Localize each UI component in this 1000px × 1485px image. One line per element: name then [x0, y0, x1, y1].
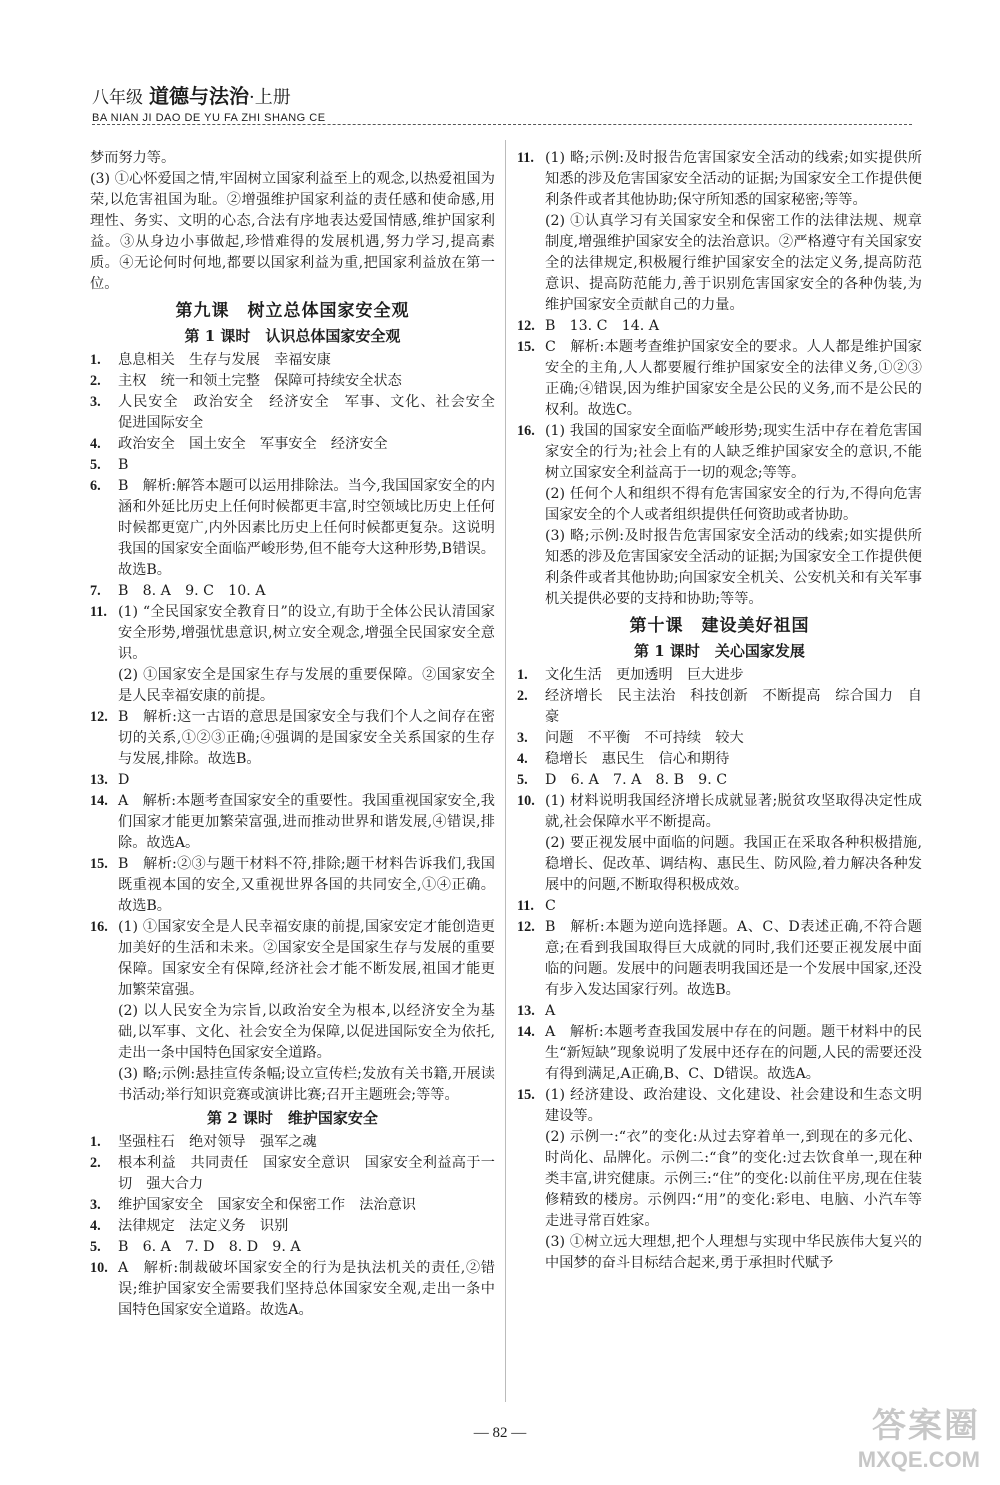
subject-label: 道德与法治 [149, 84, 249, 108]
question-number: 15. [517, 1087, 535, 1103]
answer-item [517, 316, 922, 337]
answer-item [517, 421, 922, 484]
answer-text: C 解析:本题考查维护国家安全的要求。人人都是维护国家安全的主角,人人都要履行维护国家安全的法律义务,①②③正确;④错误,因为维护国家安全是公民的义务,而不是公民的权利。故选C。 [545, 339, 922, 418]
answer-subpart: (2) ①认真学习有关国家安全和保密工作的法律法规、规章制度,增强维护国家安全的法治意识。②严格遵守有关国家安全的法律规定,积极履行维护国家安全的法定义务,提高防范意识、提高防范能力,善于识别危害国家安全的各种伪装,为维护国家安全贡献自己的力量。 [545, 213, 922, 313]
answer-text: (1) ①国家安全是人民幸福安康的前提,国家安定才能创造更加美好的生活和未来。②国家安全是国家生存与发展的重要保障。国家安全有保障,经济社会才能不断发展,祖国才能更加繁荣富强。 [118, 919, 495, 998]
grade-label: 八年级 [92, 88, 143, 108]
question-number: 5. [90, 1239, 101, 1255]
answer-text: 法律规定 法定义务 识别 [118, 1218, 289, 1234]
question-number: 14. [90, 793, 108, 809]
question-number: 4. [90, 436, 101, 452]
answer-text: 文化生活 更加透明 巨大进步 [545, 667, 744, 683]
answer-item [90, 770, 495, 791]
answer-text: (1) 经济建设、政治建设、文化建设、社会建设和生态文明建设等。 [545, 1087, 922, 1124]
watermark-en: MXQE.COM [857, 1447, 980, 1472]
answer-item [90, 707, 495, 770]
answer-item [517, 770, 922, 791]
answer-item [90, 1237, 495, 1258]
right-column [517, 148, 922, 1274]
question-number: 2. [90, 373, 101, 389]
answer-text: A 解析:本题考查国家安全的重要性。我国重视国家安全,我们国家才能更加繁荣富强,进而推动世界和谐发展,④错误,排除。故选A。 [118, 793, 495, 851]
question-number: 15. [517, 339, 535, 355]
answer-item [517, 1085, 922, 1127]
book-title [92, 80, 912, 109]
answer-item [517, 896, 922, 917]
answer-text: 政治安全 国土安全 军事安全 经济安全 [118, 436, 388, 452]
answer-item [90, 1153, 495, 1195]
answer-paragraph: (3) ①心怀爱国之情,牢固树立国家利益至上的观念,以热爱祖国为荣,以危害祖国为耻。②增强维护国家利益的责任感和使命感,用理性、务实、文明的心态,合法有序地表达爱国情感,维护国家利益。③从身边小事做起,珍惜难得的发展机遇,努力学习,提高素质。④无论何时何地,都要以国家利益为重,把国家利益放在第一位。 [90, 171, 495, 292]
answer-item [90, 854, 495, 917]
answer-item [517, 148, 922, 211]
answer-subpart: (2) ①国家安全是国家生存与发展的重要保障。②国家安全是人民幸福安康的前提。 [118, 667, 495, 704]
period-heading: 第 1 课时 认识总体国家安全观 [184, 327, 401, 345]
question-number: 16. [517, 423, 535, 439]
question-number: 5. [517, 772, 528, 788]
answer-subpart: (3) 略;示例:悬挂宣传条幅;设立宣传栏;发放有关书籍,开展读书活动;举行知识竞赛或演讲比赛;召开主题班会;等等。 [118, 1066, 495, 1103]
answer-item [90, 581, 495, 602]
question-number: 1. [90, 1134, 101, 1150]
answer-item [517, 665, 922, 686]
question-number: 7. [90, 583, 101, 599]
answer-text: 人民安全 政治安全 经济安全 军事、文化、社会安全 促进国际安全 [118, 394, 510, 431]
answer-item [517, 1001, 922, 1022]
answer-text: B 解析:②③与题干材料不符,排除;题干材料告诉我们,我国既重视本国的安全,又重视世界各国的共同安全,①④正确。故选B。 [118, 856, 495, 914]
answer-item [90, 1132, 495, 1153]
question-number: 4. [517, 751, 528, 767]
answer-text: 维护国家安全 国家安全和保密工作 法治意识 [118, 1197, 416, 1213]
answer-text: 主权 统一和领土完整 保障可持续安全状态 [118, 373, 402, 389]
period-heading: 第 1 课时 关心国家发展 [634, 642, 805, 660]
answer-text: B 8. A 9. C 10. A [118, 583, 266, 599]
answer-item [517, 337, 922, 421]
question-number: 4. [90, 1218, 101, 1234]
answer-item [517, 917, 922, 1001]
page-number: — 82 — [473, 1425, 527, 1441]
answer-text: 问题 不平衡 不可持续 较大 [545, 730, 744, 746]
lesson-heading: 第十课 建设美好祖国 [629, 616, 810, 636]
question-number: 6. [90, 478, 101, 494]
answer-item [90, 602, 495, 665]
answer-paragraph: 梦而努力等。 [90, 150, 176, 166]
question-number: 15. [90, 856, 108, 872]
answer-text: A [545, 1003, 556, 1019]
question-number: 12. [517, 919, 535, 935]
answer-text: 根本利益 共同责任 国家安全意识 国家安全利益高于一切 强大合力 [118, 1155, 495, 1192]
answer-subpart: (3) ①树立远大理想,把个人理想与实现中华民族伟大复兴的中国梦的奋斗目标结合起来,勇于承担时代赋予 [545, 1234, 922, 1271]
answer-text: 息息相关 生存与发展 幸福安康 [118, 352, 331, 368]
watermark-logo [858, 1398, 980, 1473]
answer-item [90, 350, 495, 371]
period-heading: 第 2 课时 维护国家安全 [207, 1109, 378, 1127]
header-rule [92, 124, 912, 125]
answer-text: B [118, 457, 129, 473]
answer-text: B 解析:这一古语的意思是国家安全与我们个人之间存在密切的关系,①②③正确;④强调的是国家安全关系国家的生存与发展,排除。故选B。 [118, 709, 495, 767]
answer-text: D [118, 772, 130, 788]
answer-text: 经济增长 民主法治 科技创新 不断提高 综合国力 自豪 [545, 688, 922, 725]
answer-item [90, 917, 495, 1001]
answer-text: (1) “全民国家安全教育日”的设立,有助于全体公民认清国家安全形势,增强忧患意识,树立安全观念,增强全民国家安全意识。 [118, 604, 495, 662]
answer-text: B 13. C 14. A [545, 318, 660, 334]
answer-item [90, 791, 495, 854]
volume-label: ·上册 [249, 87, 291, 108]
answer-item [517, 686, 922, 728]
answer-item [517, 1022, 922, 1085]
page-header [92, 80, 912, 124]
question-number: 3. [90, 1197, 101, 1213]
watermark-cn: 答案圈 [872, 1407, 980, 1445]
answer-text: B 解析:解答本题可以运用排除法。当今,我国国家安全的内涵和外延比历史上任何时候都更丰富,时空领域比历史上任何时候都更宽广,内外因素比历史上任何时候都更复杂。这说明我国的国家安全面临严峻形势,但不能夸大这种形势,B错误。故选B。 [118, 478, 495, 578]
answer-item [517, 728, 922, 749]
answer-subpart: (2) 任何个人和组织不得有危害国家安全的行为,不得向危害国家安全的个人或者组织提供任何资助或者协助。 [545, 486, 922, 523]
answer-item [90, 392, 510, 434]
question-number: 3. [517, 730, 528, 746]
answer-text: (1) 我国的国家安全面临严峻形势;现实生活中存在着危害国家安全的行为;社会上有的人缺乏维护国家安全的意识,不能树立国家安全利益高于一切的观念;等等。 [545, 423, 922, 481]
question-number: 13. [90, 772, 108, 788]
answer-item [90, 371, 495, 392]
answer-item [90, 434, 495, 455]
question-number: 1. [90, 352, 101, 368]
answer-subpart: (2) 要正视发展中面临的问题。我国正在采取各种积极措施,稳增长、促改革、调结构、惠民生、防风险,着力解决各种发展中的问题,不断取得积极成效。 [545, 835, 922, 893]
question-number: 12. [90, 709, 108, 725]
left-column [90, 148, 510, 1321]
answer-text: C [545, 898, 556, 914]
answer-text: (1) 材料说明我国经济增长成就显著;脱贫攻坚取得决定性成就,社会保障水平不断提高。 [545, 793, 922, 830]
answer-subpart: (2) 示例一:“衣”的变化:从过去穿着单一,到现在的多元化、时尚化、品牌化。示例二:“食”的变化:过去饮食单一,现在种类丰富,讲究健康。示例三:“住”的变化:以前住平房,现在住装修精致的楼房。示例四:“用”的变化:彩电、电脑、小汽车等走进寻常百姓家。 [545, 1129, 922, 1229]
answer-subpart: (3) 略;示例:及时报告危害国家安全活动的线索;如实提供所知悉的涉及危害国家安全活动的证据;为国家安全工作提供便利条件或者其他协助;向国家安全机关、公安机关和有关军事机关提供必要的支持和协助;等等。 [545, 528, 922, 607]
question-number: 2. [90, 1155, 101, 1171]
answer-text: 稳增长 惠民生 信心和期待 [545, 751, 730, 767]
question-number: 5. [90, 457, 101, 473]
answer-text: (1) 略;示例:及时报告危害国家安全活动的线索;如实提供所知悉的涉及危害国家安全活动的证据;为国家安全工作提供便利条件或者其他协助;保守所知悉的国家秘密;等等。 [545, 150, 922, 208]
answer-item [517, 791, 922, 833]
question-number: 2. [517, 688, 528, 704]
answer-text: B 解析:本题为逆向选择题。A、C、D表述正确,不符合题意;在看到我国取得巨大成就的同时,我们还要正视发展中面临的问题。发展中的问题表明我国还是一个发展中国家,还没有步入发达国家行列。故选B。 [545, 919, 922, 998]
question-number: 14. [517, 1024, 535, 1040]
answer-item [90, 1216, 495, 1237]
column-divider [505, 140, 506, 1402]
answer-text: A 解析:本题考查我国发展中存在的问题。题干材料中的民生“新短缺”现象说明了发展中还存在的问题,人民的需要还没有得到满足,A正确,B、C、D错误。故选A。 [545, 1024, 922, 1082]
answer-item [90, 455, 495, 476]
pinyin-subtitle: BA NIAN JI DAO DE YU FA ZHI SHANG CE [92, 112, 326, 124]
question-number: 10. [517, 793, 535, 809]
answer-item [90, 1195, 495, 1216]
answer-text: D 6. A 7. A 8. B 9. C [545, 772, 728, 788]
question-number: 11. [517, 898, 534, 914]
answer-subpart: (2) 以人民安全为宗旨,以政治安全为根本,以经济安全为基础,以军事、文化、社会安全为保障,以促进国际安全为依托,走出一条中国特色国家安全道路。 [118, 1003, 495, 1061]
lesson-heading: 第九课 树立总体国家安全观 [175, 301, 410, 321]
question-number: 11. [517, 150, 534, 166]
answer-item [517, 749, 922, 770]
question-number: 1. [517, 667, 528, 683]
question-number: 10. [90, 1260, 108, 1276]
answer-item [90, 476, 495, 581]
answer-text: B 6. A 7. D 8. D 9. A [118, 1239, 301, 1255]
question-number: 11. [90, 604, 107, 620]
answer-text: 坚强柱石 绝对领导 强军之魂 [118, 1134, 317, 1150]
question-number: 13. [517, 1003, 535, 1019]
question-number: 16. [90, 919, 108, 935]
answer-item [90, 1258, 495, 1321]
question-number: 3. [90, 394, 101, 410]
answer-text: A 解析:制裁破坏国家安全的行为是执法机关的责任,②错误;维护国家安全需要我们坚持总体国家安全观,走出一条中国特色国家安全道路。故选A。 [118, 1260, 495, 1318]
question-number: 12. [517, 318, 535, 334]
